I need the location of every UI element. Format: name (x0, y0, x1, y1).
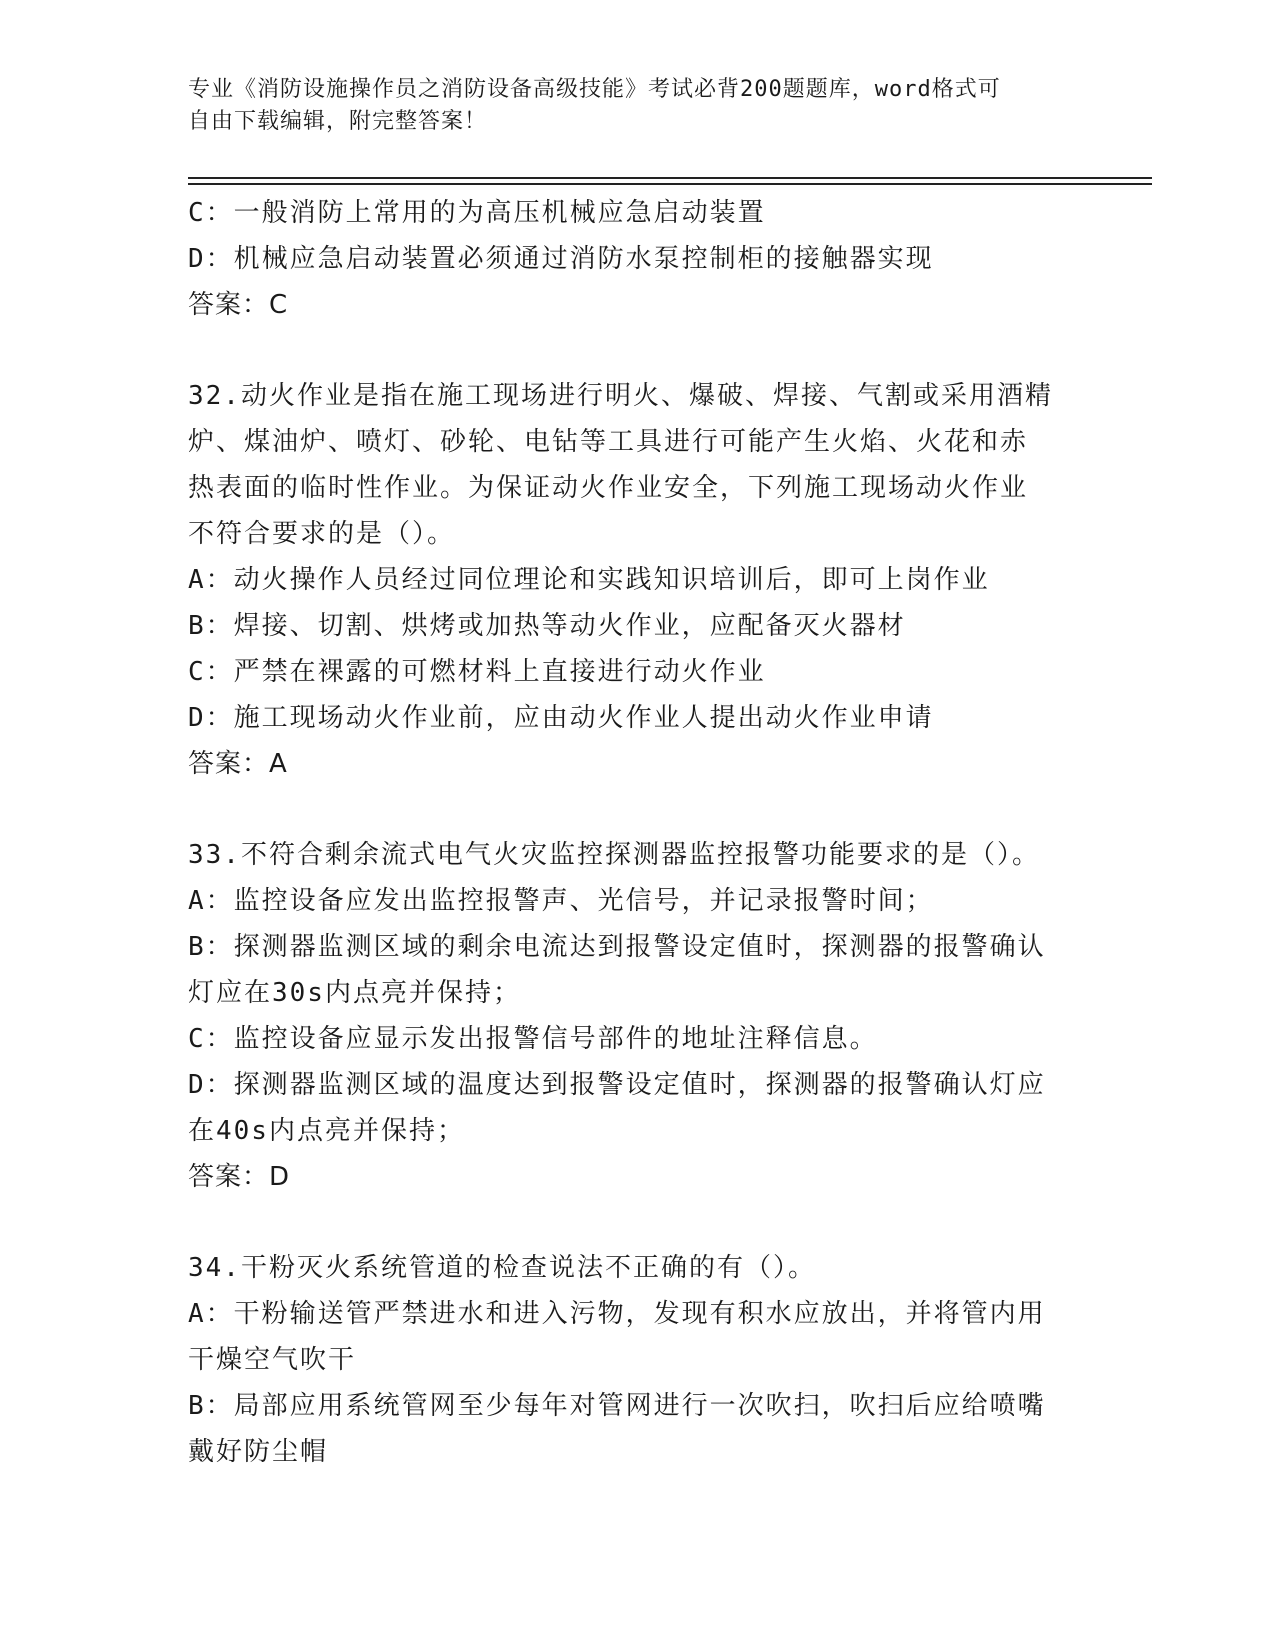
option-d: D：机械应急启动装置必须通过消防水泵控制柜的接触器实现 (188, 244, 934, 274)
question-31-tail (188, 190, 1088, 328)
question-stem: 32.动火作业是指在施工现场进行明火、爆破、焊接、气割或采用酒精 (188, 381, 1053, 411)
option-b-continued: 灯应在30s内点亮并保持； (188, 978, 521, 1008)
option-d-continued: 在40s内点亮并保持； (188, 1116, 465, 1146)
option-b: B：局部应用系统管网至少每年对管网进行一次吹扫，吹扫后应给喷嘴 (188, 1391, 1046, 1421)
option-c: C：一般消防上常用的为高压机械应急启动装置 (188, 198, 766, 228)
option-b: B：焊接、切割、烘烤或加热等动火作业，应配备灭火器材 (188, 611, 906, 641)
document-header (188, 74, 1068, 138)
question-stem: 热表面的临时性作业。为保证动火作业安全，下列施工现场动火作业 (188, 473, 1029, 503)
question-stem: 34.干粉灭火系统管道的检查说法不正确的有（）。 (188, 1253, 816, 1283)
answer-line: 答案：A (188, 749, 288, 779)
question-stem: 不符合要求的是（）。 (188, 519, 456, 549)
answer-line: 答案：D (188, 1162, 291, 1192)
question-stem: 炉、煤油炉、喷灯、砂轮、电钻等工具进行可能产生火焰、火花和赤 (188, 427, 1029, 457)
header-line-2: 自由下载编辑，附完整答案！ (188, 109, 488, 134)
question-34 (188, 1245, 1088, 1475)
option-c: C：严禁在裸露的可燃材料上直接进行动火作业 (188, 657, 766, 687)
question-33 (188, 832, 1088, 1200)
answer-line: 答案：C (188, 290, 289, 320)
document-content (188, 190, 1088, 1475)
spacer (188, 787, 1088, 832)
spacer (188, 1200, 1088, 1245)
question-32 (188, 373, 1088, 787)
option-a-continued: 干燥空气吹干 (188, 1345, 357, 1375)
header-divider-bottom (188, 183, 1152, 185)
option-c: C：监控设备应显示发出报警信号部件的地址注释信息。 (188, 1024, 878, 1054)
option-b-continued: 戴好防尘帽 (188, 1437, 329, 1467)
header-divider-top (188, 177, 1152, 179)
option-a: A：干粉输送管严禁进水和进入污物，发现有积水应放出，并将管内用 (188, 1299, 1046, 1329)
option-a: A：监控设备应发出监控报警声、光信号，并记录报警时间； (188, 886, 934, 916)
option-d: D：探测器监测区域的温度达到报警设定值时，探测器的报警确认灯应 (188, 1070, 1046, 1100)
question-stem: 33.不符合剩余流式电气火灾监控探测器监控报警功能要求的是（）。 (188, 840, 1040, 870)
header-line-1: 专业《消防设施操作员之消防设备高级技能》考试必背200题题库，word格式可 (188, 77, 1001, 102)
option-b: B：探测器监测区域的剩余电流达到报警设定值时，探测器的报警确认 (188, 932, 1046, 962)
option-d: D：施工现场动火作业前，应由动火作业人提出动火作业申请 (188, 703, 934, 733)
option-a: A：动火操作人员经过同位理论和实践知识培训后，即可上岗作业 (188, 565, 990, 595)
spacer (188, 328, 1088, 373)
